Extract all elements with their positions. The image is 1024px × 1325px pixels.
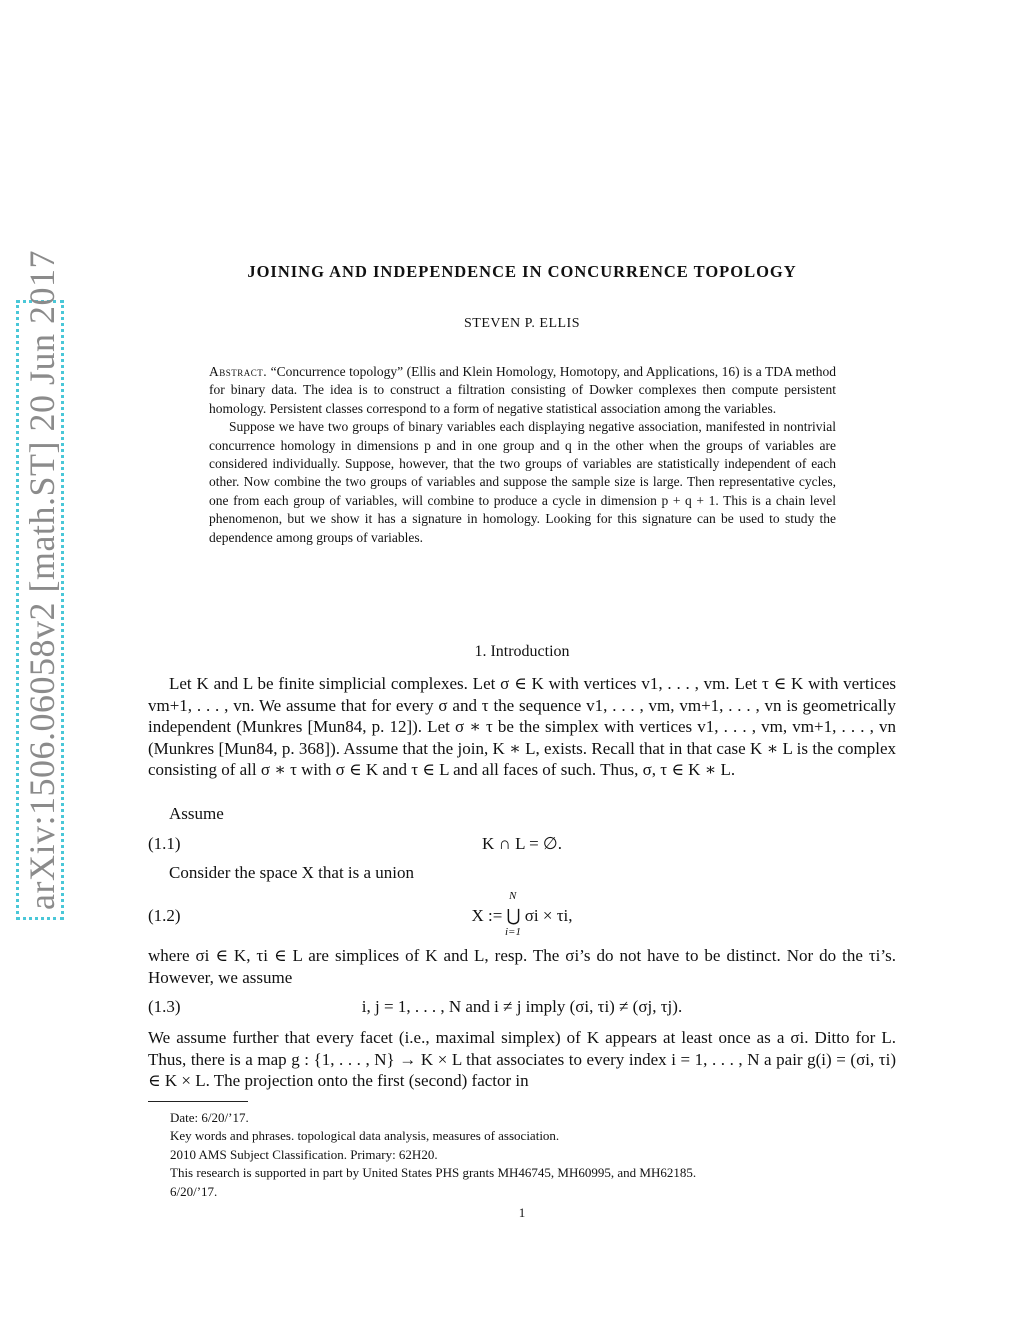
abstract bbox=[209, 363, 836, 547]
union-upper-limit: N bbox=[509, 890, 517, 902]
equation-body: K ∩ L = ∅. bbox=[482, 834, 562, 853]
abstract-label: Abstract. bbox=[209, 364, 268, 379]
abstract-paragraph-2: Suppose we have two groups of binary variables each displaying negative association, manifested in nontrivial concurrence homology in dimensions p and in one group and q in the other when the groups of variables are considered individually. Suppose, however, that the two groups of variables are statistically independent of each other. Now combine the two groups of variables and suppose the sample size is large. Then representative cycles, one from each group of variables, will combine to produce a cycle in dimension p + q + 1. This is a chain level phenomenon, but we show it has a signature in homology. Looking for this signature can be used to study the dependence among groups of variables. bbox=[209, 419, 836, 545]
page-number: 1 bbox=[518, 1205, 526, 1220]
equation-number: (1.3) bbox=[148, 997, 181, 1016]
consider-line bbox=[148, 862, 896, 884]
footnotes bbox=[170, 1109, 696, 1201]
equation-body: X := ⋃ σi × τi, bbox=[471, 906, 573, 925]
intro-paragraph-4 bbox=[148, 1027, 896, 1092]
arxiv-identifier[interactable]: arXiv:1506.06058v2 [math.ST] 20 Jun 2017 bbox=[22, 250, 62, 910]
intro-paragraph-1 bbox=[148, 673, 896, 781]
section-heading: 1. Introduction bbox=[474, 643, 570, 660]
facet-text: We assume further that every facet (i.e., maximal simplex) of K appears at least once as a σi. Ditto for L. Thus, there is a map g : {1, . . . , N} → K × L that associates to every index i = 1, . . . , N a pair g(i) = (σi, τi) ∈ K × L. The projection onto the first (second) factor in bbox=[148, 1028, 896, 1091]
equation-number: (1.2) bbox=[148, 906, 181, 925]
footnote-grant: This research is supported in part by United States PHS grants MH46745, MH60995, and MH62185. bbox=[170, 1165, 697, 1181]
equation-body: i, j = 1, . . . , N and i ≠ j imply (σi, τi) ≠ (σj, τj). bbox=[361, 997, 683, 1016]
consider-text: Consider the space X that is a union bbox=[169, 863, 415, 882]
where-text: where σi ∈ K, τi ∈ L are simplices of K and L, resp. The σi’s do not have to be distinct. Nor do the τi’s. However, we assume bbox=[148, 946, 896, 987]
abstract-text-1: “Concurrence topology” (Ellis and Klein Homology, Homotopy, and Applications, 16) is a TDA method for binary data. The idea is to construct a filtration consisting of Dowker complexes then compute persistent homology. Persistent classes correspond to a form of negative statistical association among the variables. bbox=[209, 364, 836, 416]
footnote-date-2: 6/20/’17. bbox=[170, 1183, 218, 1199]
assume-line bbox=[148, 803, 896, 825]
footnote-msc: 2010 AMS Subject Classification. Primary: 62H20. bbox=[170, 1146, 438, 1162]
intro-text: Let K and L be finite simplicial complexes. Let σ ∈ K with vertices v1, . . . , vm. Let τ ∈ K with vertices vm+1, . . . , vn. We assume that for every σ and τ the sequence v1, . . . , vm, vm+1, . . . , vn is geometrically independent (Munkres [Mun84, p. 12]). Let σ ∗ τ be the simplex with vertices v1, . . . , vm, vm+1, . . . , vn (Munkres [Mun84, p. 368]). Assume that the join, K ∗ L, exists. Recall that in that case K ∗ L is the complex consisting of all σ ∗ τ with σ ∈ K and τ ∈ L and all faces of such. Thus, σ, τ ∈ K ∗ L. bbox=[148, 674, 896, 780]
abstract-paragraph-1 bbox=[209, 363, 836, 418]
footnote-date: Date: 6/20/’17. bbox=[170, 1110, 249, 1125]
author-name: STEVEN P. ELLIS bbox=[464, 316, 580, 331]
footnote-rule bbox=[148, 1101, 248, 1102]
paper-title: JOINING AND INDEPENDENCE IN CONCURRENCE TOPOLOGY bbox=[247, 262, 797, 281]
assume-text: Assume bbox=[169, 804, 224, 823]
intro-paragraph-3 bbox=[148, 945, 896, 988]
footnote-keywords: Key words and phrases. topological data analysis, measures of association. bbox=[170, 1128, 560, 1144]
union-lower-limit: i=1 bbox=[505, 926, 521, 938]
equation-number: (1.1) bbox=[148, 834, 181, 853]
